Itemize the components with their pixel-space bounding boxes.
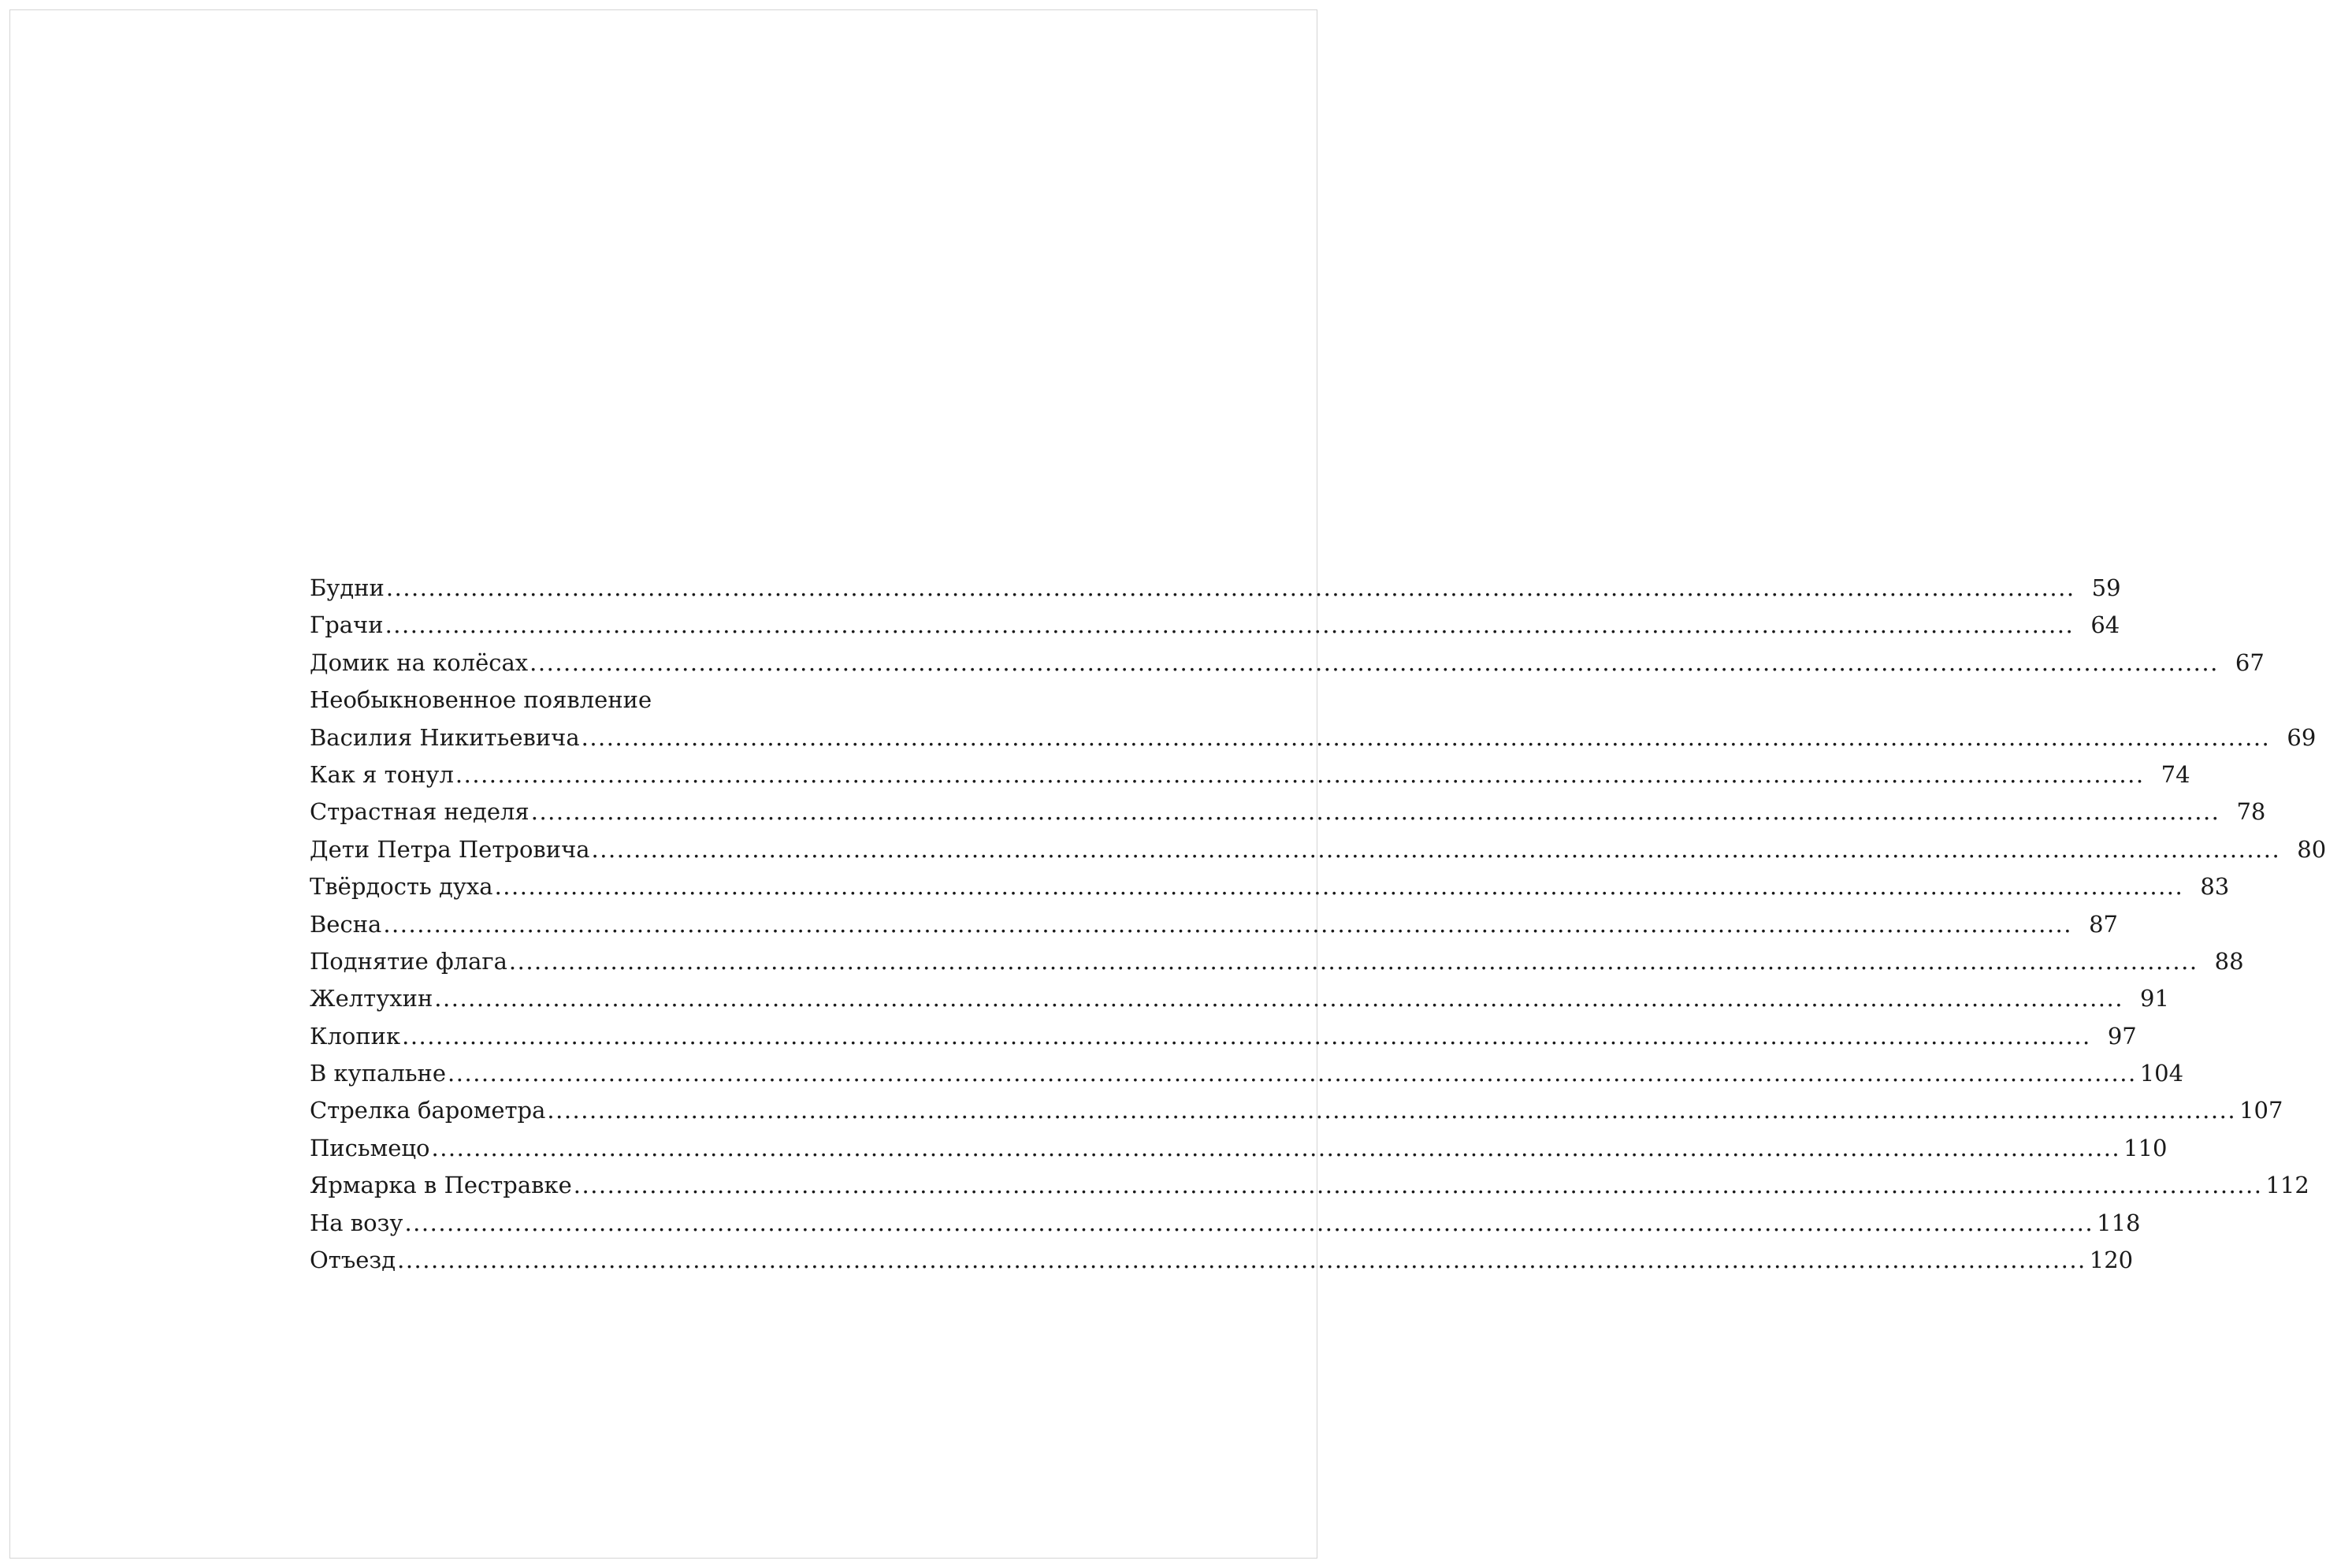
table-of-contents	[310, 570, 2326, 1279]
toc-entry-page: 69	[2287, 723, 2317, 751]
toc-entry-page: 110	[2123, 1134, 2168, 1161]
toc-entry	[310, 645, 2265, 682]
toc-dot-leader: ........................................................................................................................................................................................................	[529, 648, 2219, 676]
toc-dot-leader: ........................................................................................................................................................................................................	[573, 1172, 2263, 1199]
toc-entry-title: Страстная неделя	[310, 798, 529, 826]
toc-entry-title: В купальне	[310, 1060, 447, 1087]
toc-entry-title: Стрелка барометра	[310, 1097, 546, 1124]
toc-entry-page: 83	[2200, 873, 2230, 901]
toc-entry-title: Весна	[310, 910, 382, 938]
toc-entry	[310, 906, 2118, 943]
toc-entry-title: На возу	[310, 1209, 403, 1236]
toc-entry	[310, 831, 2326, 868]
toc-dot-leader: ........................................................................................................................................................................................................	[397, 1247, 2086, 1274]
toc-entry	[310, 756, 2190, 793]
toc-entry-page: 120	[2089, 1247, 2134, 1274]
toc-entry	[310, 1055, 2184, 1092]
toc-entry	[310, 793, 2266, 830]
toc-dot-leader: ........................................................................................................................................................................................................	[591, 835, 2281, 863]
toc-entry	[310, 1018, 2137, 1055]
toc-dot-leader: ........................................................................................................................................................................................................	[547, 1097, 2237, 1124]
toc-dot-leader: ........................................................................................................................................................................................................	[581, 723, 2271, 751]
toc-dot-leader: ........................................................................................................................................................................................................	[494, 873, 2184, 901]
toc-entry-page: 118	[2097, 1209, 2141, 1236]
toc-dot-leader: ........................................................................................................................................................................................................	[402, 1022, 2091, 1050]
toc-entry-page: 88	[2214, 947, 2244, 975]
toc-entry	[310, 980, 2169, 1017]
toc-entry-page: 91	[2140, 985, 2169, 1013]
toc-dot-leader: ........................................................................................................................................................................................................	[404, 1209, 2094, 1236]
toc-entry	[310, 607, 2120, 644]
toc-entry-title: Ярмарка в Пестравке	[310, 1172, 572, 1199]
toc-entry-page: 78	[2236, 798, 2266, 826]
toc-entry	[310, 1130, 2168, 1167]
toc-entry	[310, 868, 2230, 905]
toc-entry-title: Необыкновенное появление	[310, 686, 652, 714]
toc-dot-leader: ........................................................................................................................................................................................................	[383, 910, 2072, 938]
toc-entry-title: Твёрдость духа	[310, 873, 493, 901]
toc-entry	[310, 719, 2317, 756]
toc-entry-page: 80	[2297, 835, 2326, 863]
toc-entry-title: Поднятие флага	[310, 947, 507, 975]
toc-entry-page: 107	[2239, 1097, 2283, 1124]
toc-entry-page: 64	[2090, 611, 2120, 639]
toc-entry-page: 87	[2089, 910, 2118, 938]
toc-entry-page: 67	[2235, 648, 2265, 676]
toc-entry-title: Клопик	[310, 1022, 401, 1050]
toc-entry-page: 104	[2139, 1060, 2184, 1087]
toc-entry-page: 74	[2161, 760, 2190, 788]
toc-entry	[310, 943, 2244, 980]
toc-dot-leader: ........................................................................................................................................................................................................	[455, 760, 2145, 788]
toc-dot-leader: ........................................................................................................................................................................................................	[385, 574, 2075, 601]
toc-entry	[310, 1205, 2141, 1242]
toc-entry	[310, 1242, 2134, 1279]
toc-dot-leader: ........................................................................................................................................................................................................	[431, 1134, 2121, 1161]
toc-entry-title: Желтухин	[310, 985, 433, 1013]
toc-entry-continued	[310, 682, 931, 719]
toc-dot-leader: ........................................................................................................................................................................................................	[385, 611, 2075, 639]
toc-dot-leader: ........................................................................................................................................................................................................	[434, 985, 2123, 1013]
toc-dot-leader: ........................................................................................................................................................................................................	[448, 1060, 2137, 1087]
toc-dot-leader: ........................................................................................................................................................................................................	[508, 947, 2198, 975]
toc-entry-title: Письмецо	[310, 1134, 430, 1161]
toc-entry-title: Дети Петра Петровича	[310, 835, 590, 863]
toc-entry-page: 97	[2107, 1022, 2137, 1050]
toc-entry-title: Домик на колёсах	[310, 648, 529, 676]
toc-entry	[310, 570, 2121, 607]
toc-dot-leader: ........................................................................................................................................................................................................	[530, 798, 2220, 826]
toc-entry-title: Будни	[310, 574, 385, 601]
toc-entry	[310, 1167, 2309, 1204]
toc-entry-page: 59	[2091, 574, 2121, 601]
toc-entry-title: Как я тонул	[310, 760, 454, 788]
toc-entry-page: 112	[2265, 1172, 2309, 1199]
toc-entry-title: Василия Никитьевича	[310, 723, 580, 751]
toc-entry-title: Отъезд	[310, 1247, 396, 1274]
toc-entry-title: Грачи	[310, 611, 384, 639]
toc-entry	[310, 1092, 2283, 1129]
